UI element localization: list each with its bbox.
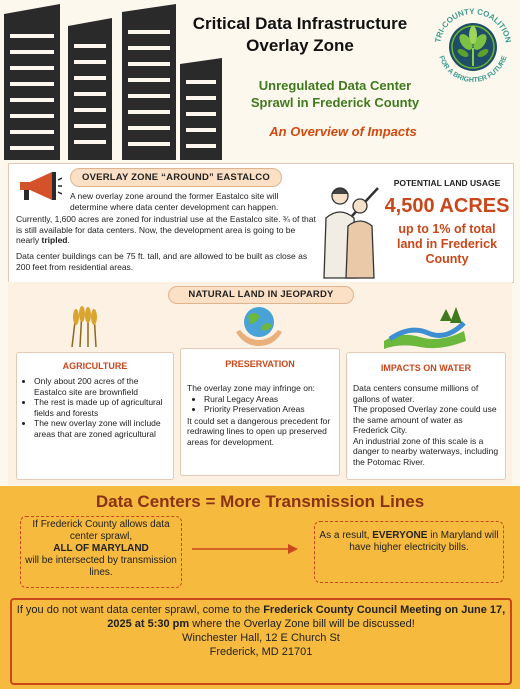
- preservation-list: [193, 394, 339, 415]
- coalition-logo: [430, 4, 516, 90]
- cta-intro: If you do not want data center sprawl, come to the: [16, 604, 264, 616]
- overlay-paragraph-2-end: .: [67, 235, 70, 245]
- tree-logo-icon: [430, 4, 516, 90]
- overlay-zone-heading: OVERLAY ZONE “AROUND” EASTALCO: [70, 168, 282, 187]
- acres-detail-line-3: County: [425, 252, 469, 266]
- agriculture-item: • The new overlay zone will include areas that are zoned agricultural: [34, 418, 167, 439]
- title-line-2: Overlay Zone: [246, 36, 354, 55]
- electricity-callout: [314, 521, 504, 583]
- title-line-1: Critical Data Infrastructure: [192, 14, 408, 33]
- agriculture-item: • Only about 200 acres of the Eastalco site are brownfield: [34, 376, 167, 397]
- arrow-right-icon: [190, 542, 302, 556]
- tripled-emphasis: tripled: [41, 235, 68, 245]
- subtitle-line-1: Unregulated Data Center: [258, 78, 412, 93]
- overlay-paragraph-3: Data center buildings can be 75 ft. tall, and are allowed to be built as close as 200 feet from residential areas.: [16, 251, 308, 272]
- natural-land-heading: NATURAL LAND IN JEOPARDY: [168, 286, 354, 304]
- all-of-maryland: ALL OF MARYLAND: [53, 543, 149, 554]
- preservation-item: • Priority Preservation Areas: [204, 404, 339, 415]
- page-subtitle: [230, 77, 440, 111]
- logo-top-text: TRI-COUNTY COALITION: [433, 6, 513, 44]
- water-paragraph-1: Data centers consume millions of gallons of water.: [353, 383, 479, 404]
- page-title: [170, 13, 430, 57]
- maryland-callout-line-1: If Frederick County allows data center sprawl,: [32, 519, 170, 542]
- acres-value: 4,500 ACRES: [384, 195, 510, 217]
- agriculture-title: AGRICULTURE: [62, 361, 128, 371]
- agriculture-list: [23, 376, 167, 439]
- acres-detail-line-1: up to 1% of total: [398, 222, 496, 236]
- water-card: [346, 352, 506, 480]
- call-to-action: [10, 598, 512, 685]
- potential-land-usage-heading: POTENTIAL LAND USAGE: [393, 178, 501, 188]
- preservation-outro: It could set a dangerous precedent for redrawing lines to open up preserved areas for development.: [187, 415, 331, 447]
- cta-outro: where the Overlay Zone bill will be discussed!: [189, 618, 415, 630]
- address-line-2: Frederick, MD 21701: [209, 646, 313, 658]
- overlay-paragraph-1: A new overlay zone around the former Eastalco site will determine where data center development can happen.: [70, 191, 279, 212]
- transmission-heading: Data Centers = More Transmission Lines: [95, 492, 425, 511]
- overlay-paragraph-2: [16, 214, 316, 246]
- preservation-item: • Rural Legacy Areas: [204, 394, 339, 405]
- header: [0, 0, 520, 162]
- people-pointing-icon: [312, 178, 384, 280]
- preservation-card: [180, 348, 340, 476]
- river-icon: [380, 301, 470, 349]
- preservation-intro: The overlay zone may infringe on:: [187, 383, 316, 393]
- meeting-details: Frederick County Council Meeting on June 17, 2025 at 5:30 pm: [107, 604, 506, 630]
- call-to-action-message: [12, 603, 510, 631]
- overlay-paragraph-2-text: Currently, 1,600 acres are zoned for industrial use at the Eastalco site. ¾ of that is still available for data centers. Now, the development area is going to be nearly: [16, 214, 316, 245]
- water-title: IMPACTS ON WATER: [380, 363, 472, 373]
- electricity-callout-start: As a result,: [319, 530, 373, 541]
- electricity-callout-end: in Maryland will have higher electricity bills.: [349, 530, 499, 553]
- logo-bottom-text: FOR A BRIGHTER FUTURE: [437, 54, 509, 85]
- agriculture-item: • The rest is made up of agricultural fields and forests: [34, 397, 167, 418]
- acres-detail-line-2: land in Frederick: [396, 237, 498, 251]
- everyone-emphasis: EVERYONE: [372, 530, 428, 541]
- maryland-callout: [20, 516, 182, 588]
- globe-hands-icon: [234, 302, 284, 348]
- subtitle-line-2: Sprawl in Frederick County: [250, 95, 420, 110]
- address-line-1: Winchester Hall, 12 E Church St: [182, 632, 340, 644]
- acres-detail: [380, 222, 514, 267]
- water-paragraph-2: The proposed Overlay zone could use the same amount of water as Frederick City.: [353, 404, 497, 435]
- preservation-title: PRESERVATION: [225, 359, 295, 369]
- overview-heading: An Overview of Impacts: [269, 124, 417, 139]
- agriculture-card: [16, 352, 174, 480]
- maryland-callout-line-3: will be intersected by transmission lines.: [25, 555, 177, 578]
- water-paragraph-3: An industrial zone of this scale is a danger to nearby waterways, including the Potomac River.: [353, 435, 499, 467]
- megaphone-icon: [16, 170, 62, 204]
- wheat-icon: [64, 303, 104, 347]
